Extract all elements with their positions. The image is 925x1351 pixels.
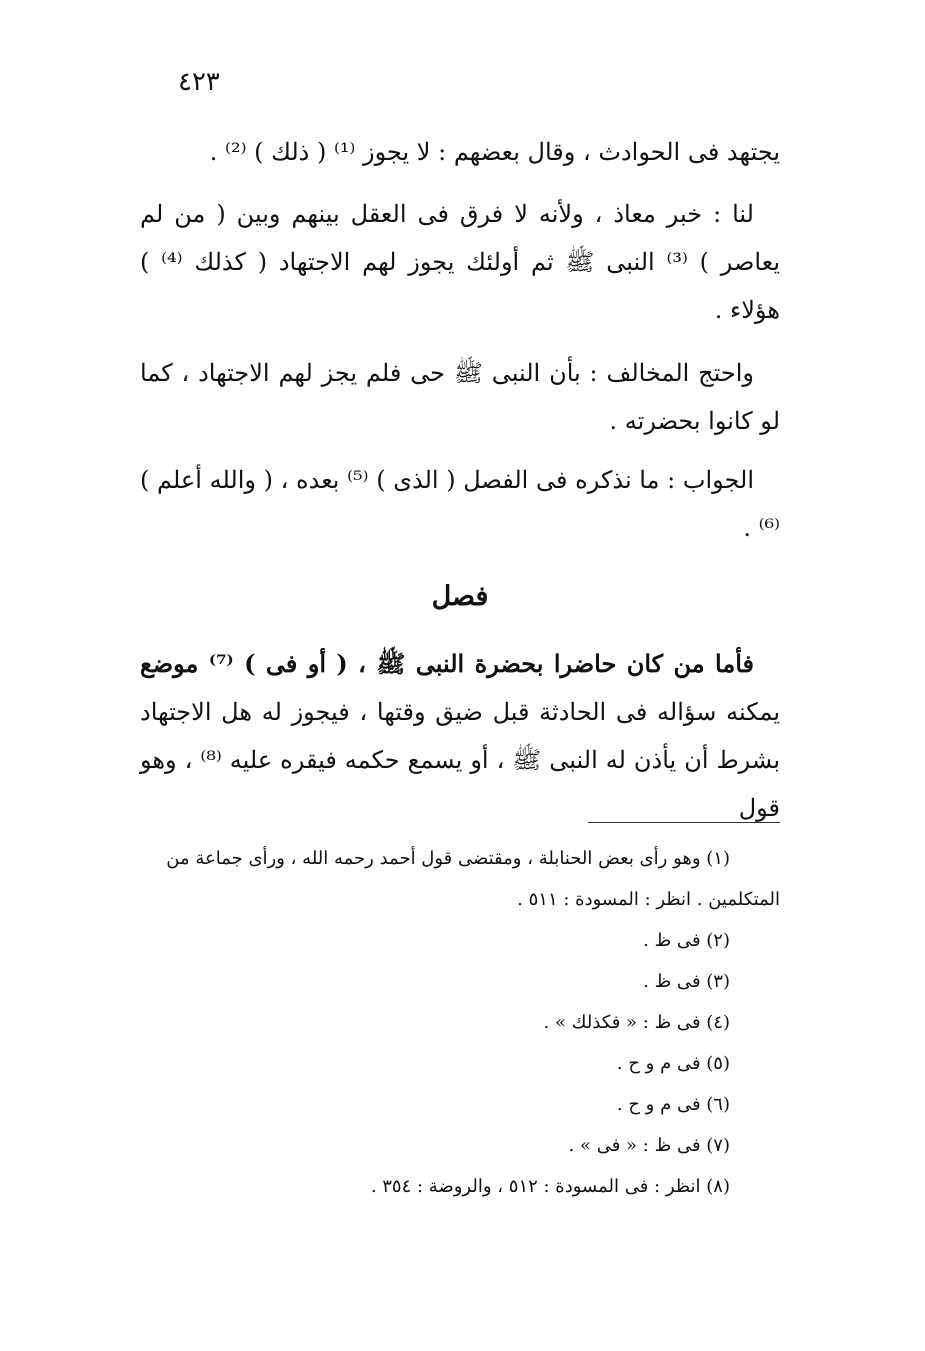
paragraph-5-bold-start: فأما من كان حاضرا بحضرة النبى ﷺ ، ( أو فى ) ⁽⁷⁾ موضع — [140, 649, 754, 678]
page-number: ٤٢٣ — [178, 67, 220, 97]
footnote-5: (٥) فى م و ح . — [616, 1053, 730, 1074]
paragraph-1: يجتهد فى الحوادث ، وقال بعضهم : لا يجوز ⁽¹⁾ ( ذلك ) ⁽²⁾ . — [209, 138, 780, 166]
paragraph-5 — [140, 640, 780, 832]
paragraph-5-rest: يمكنه سؤاله فى الحادثة قبل ضيق وقتها ، فيجوز له هل الاجتهاد بشرط أن يأذن له النبى ﷺ ، أو يسمع حكمه فيقره عليه ⁽⁸⁾ ، وهو قول — [140, 698, 781, 822]
footnote-3: (٣) فى ظ . — [643, 971, 730, 992]
paragraph-3: واحتج المخالف : بأن النبى ﷺ حى فلم يجز لهم الاجتهاد ، كما لو كانوا بحضرته . — [140, 359, 780, 435]
footnote-1-line-1: (١) وهو رأى بعض الحنابلة ، ومقتضى قول أحمد رحمه الله ، ورأى جماعة من — [166, 848, 730, 869]
footnote-1-line-2: المتكلمين . انظر : المسودة : ٥١١ . — [517, 889, 780, 910]
footnotes — [140, 838, 780, 1207]
paragraph-4: الجواب : ما نذكره فى الفصل ( الذى ) ⁽⁵⁾ بعده ، ( والله أعلم ) ⁽⁶⁾ . — [140, 466, 780, 542]
footnote-6: (٦) فى م و ح . — [616, 1094, 730, 1115]
paragraph-2: لنا : خبر معاذ ، ولأنه لا فرق فى العقل بينهم وبين ( من لم يعاصر ) ⁽³⁾ النبى ﷺ ثم أولئك يجوز لهم الاجتهاد ( كذلك ⁽⁴⁾ ) هؤلاء . — [140, 200, 780, 324]
footnote-2: (٢) فى ظ . — [643, 930, 730, 951]
footnote-7: (٧) فى ظ : « فى » . — [568, 1135, 730, 1156]
footnote-4: (٤) فى ظ : « فكذلك » . — [543, 1012, 730, 1033]
footnote-divider — [588, 822, 780, 823]
footnote-8: (٨) انظر : فى المسودة : ٥١٢ ، والروضة : ٣٥٤ . — [370, 1176, 730, 1197]
footnote-1 — [140, 838, 780, 920]
section-heading: فصل — [431, 581, 489, 612]
